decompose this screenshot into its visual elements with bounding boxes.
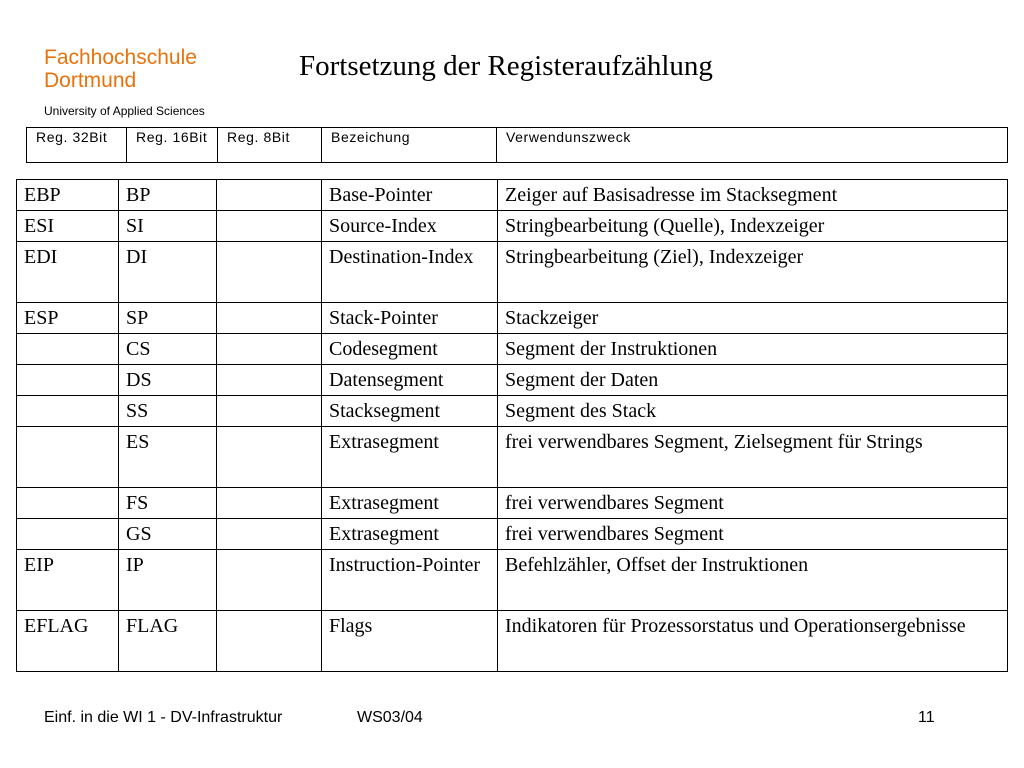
cell-reg8 [217,550,322,611]
cell-reg8 [217,180,322,211]
cell-reg32 [17,488,119,519]
cell-reg32: EFLAG [17,611,119,672]
cell-name: Extrasegment [322,488,498,519]
header-name: Bezeichung [322,128,497,163]
cell-purpose: Segment der Daten [498,365,1008,396]
cell-purpose: frei verwendbares Segment [498,488,1008,519]
cell-reg8 [217,211,322,242]
cell-purpose: Stringbearbeitung (Quelle), Indexzeiger [498,211,1008,242]
footer-semester: WS03/04 [357,709,423,726]
cell-name: Base-Pointer [322,180,498,211]
cell-purpose: Stackzeiger [498,303,1008,334]
cell-reg8 [217,488,322,519]
cell-name: Instruction-Pointer [322,550,498,611]
cell-purpose: Befehlzähler, Offset der Instruktionen [498,550,1008,611]
cell-reg16: ES [119,427,217,488]
header-reg16: Reg. 16Bit [127,128,218,163]
cell-purpose: frei verwendbares Segment [498,519,1008,550]
cell-reg8 [217,303,322,334]
cell-reg16: SP [119,303,217,334]
cell-name: Extrasegment [322,427,498,488]
cell-reg32: ESP [17,303,119,334]
table-row [17,396,1008,427]
column-header-table [26,127,1008,163]
cell-reg8 [217,519,322,550]
cell-reg32 [17,365,119,396]
slide-title: Fortsetzung der Registeraufzählung [299,50,713,82]
logo-name-line2: Dortmund [44,69,137,92]
cell-reg32: EBP [17,180,119,211]
cell-reg8 [217,365,322,396]
table-row [17,427,1008,488]
cell-reg8 [217,427,322,488]
cell-name: Codesegment [322,334,498,365]
cell-reg32 [17,334,119,365]
table-row [17,242,1008,303]
cell-reg16: FLAG [119,611,217,672]
cell-reg16: DS [119,365,217,396]
cell-reg8 [217,242,322,303]
cell-name: Flags [322,611,498,672]
cell-name: Stack-Pointer [322,303,498,334]
table-row [17,611,1008,672]
cell-reg8 [217,611,322,672]
header-reg8: Reg. 8Bit [218,128,322,163]
table-row [17,180,1008,211]
cell-reg16: FS [119,488,217,519]
logo-name-line1: Fachhochschule [44,46,197,69]
footer-page-number: 11 [918,709,935,726]
cell-reg16: IP [119,550,217,611]
cell-purpose: Stringbearbeitung (Ziel), Indexzeiger [498,242,1008,303]
column-header-row [27,128,1008,163]
cell-reg32: ESI [17,211,119,242]
cell-reg32: EDI [17,242,119,303]
table-row [17,211,1008,242]
cell-reg16: SS [119,396,217,427]
cell-purpose: frei verwendbares Segment, Zielsegment für Strings [498,427,1008,488]
cell-reg8 [217,396,322,427]
logo-subtitle: University of Applied Sciences [44,104,205,118]
header-reg32: Reg. 32Bit [27,128,127,163]
table-row [17,488,1008,519]
cell-name: Datensegment [322,365,498,396]
cell-reg32 [17,396,119,427]
cell-reg32 [17,427,119,488]
cell-reg32 [17,519,119,550]
cell-reg32: EIP [17,550,119,611]
cell-purpose: Segment des Stack [498,396,1008,427]
cell-name: Destination-Index [322,242,498,303]
cell-name: Extrasegment [322,519,498,550]
cell-reg8 [217,334,322,365]
cell-purpose: Indikatoren für Prozessorstatus und Operationsergebnisse [498,611,1008,672]
cell-name: Stacksegment [322,396,498,427]
table-row [17,334,1008,365]
table-row [17,519,1008,550]
cell-reg16: BP [119,180,217,211]
cell-reg16: GS [119,519,217,550]
footer-course: Einf. in die WI 1 - DV-Infrastruktur [44,709,283,726]
table-row [17,365,1008,396]
cell-reg16: DI [119,242,217,303]
header-purpose: Verwendunszweck [497,128,1008,163]
cell-reg16: CS [119,334,217,365]
table-row [17,550,1008,611]
table-row [17,303,1008,334]
cell-name: Source-Index [322,211,498,242]
cell-reg16: SI [119,211,217,242]
cell-purpose: Segment der Instruktionen [498,334,1008,365]
register-table [16,179,1008,672]
cell-purpose: Zeiger auf Basisadresse im Stacksegment [498,180,1008,211]
